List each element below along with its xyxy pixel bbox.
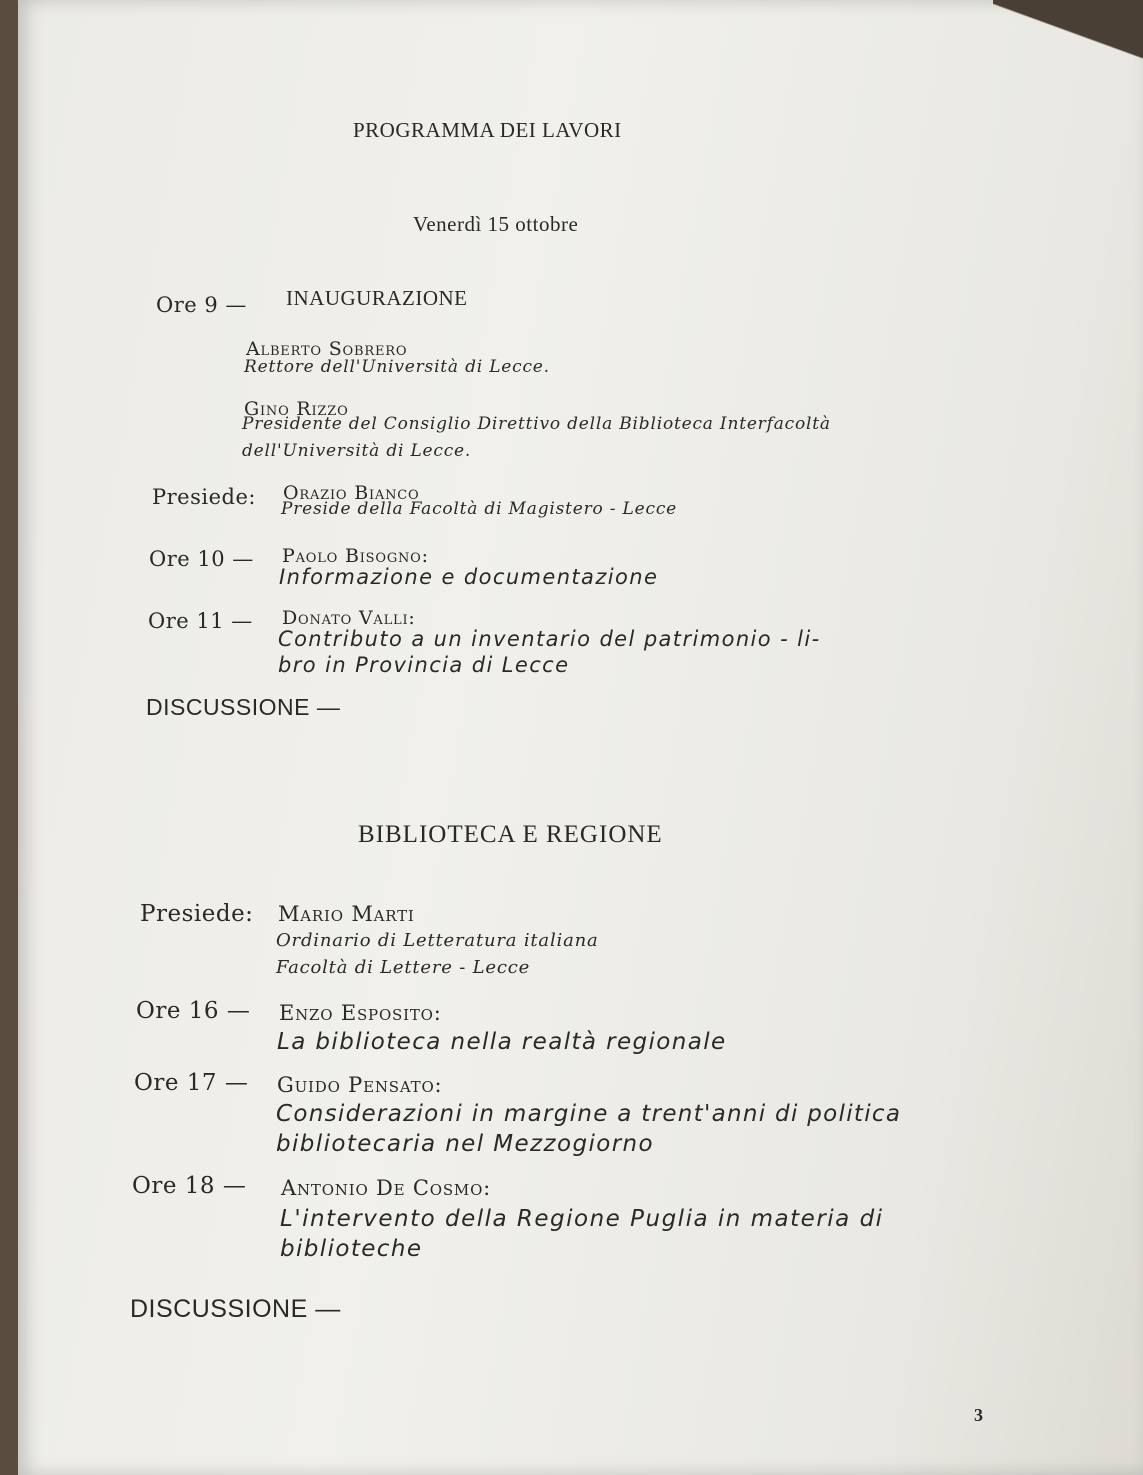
talk-title: biblioteche [280, 1236, 423, 1262]
talk-title: Considerazioni in margine a trent'anni di politica [276, 1101, 902, 1127]
chair-label: Presiede: [140, 901, 254, 927]
speaker-role: Rettore dell'Università di Lecce. [244, 357, 550, 377]
chair-role: Ordinario di Letteratura italiana [276, 930, 599, 951]
time-label: Ore 9 — [156, 293, 247, 317]
speaker-role: Presidente del Consiglio Direttivo della Biblioteca Interfacoltà [242, 414, 831, 434]
time-label: Ore 18 — [132, 1173, 247, 1199]
program-title: PROGRAMMA DEI LAVORI [353, 118, 622, 142]
chair-label: Presiede: [152, 485, 256, 509]
chair-role: Preside della Facoltà di Magistero - Lecce [281, 499, 677, 519]
chair-name: Orazio Bianco [283, 482, 420, 504]
talk-title: L'intervento della Regione Puglia in materia di [280, 1206, 884, 1232]
time-label: Ore 16 — [136, 998, 251, 1024]
talk-title: bro in Provincia di Lecce [278, 653, 570, 677]
day-heading: Venerdì 15 ottobre [413, 212, 579, 236]
chair-role: Facoltà di Lettere - Lecce [276, 957, 531, 978]
discussion-label: DISCUSSIONE — [130, 1295, 341, 1323]
document-page [18, 0, 1143, 1475]
page-corner-shadow [993, 0, 1143, 110]
page-number: 3 [974, 1405, 983, 1425]
speaker-name: Gino Rizzo [244, 398, 349, 420]
time-label: Ore 17 — [134, 1070, 249, 1096]
discussion-label: DISCUSSIONE — [146, 694, 341, 720]
talk-title: bibliotecaria nel Mezzogiorno [276, 1131, 655, 1157]
time-label: Ore 10 — [149, 547, 254, 571]
speaker-name: Enzo Esposito: [279, 1001, 442, 1025]
talk-title: Informazione e documentazione [279, 565, 659, 589]
inauguration-label: INAUGURAZIONE [286, 286, 468, 310]
talk-title: Contributo a un inventario del patrimonio - li- [278, 627, 821, 651]
section-title: BIBLIOTECA E REGIONE [358, 821, 663, 848]
speaker-name: Paolo Bisogno: [282, 545, 429, 567]
speaker-name: Donato Valli: [282, 607, 416, 629]
talk-title: La biblioteca nella realtà regionale [277, 1029, 727, 1055]
speaker-name: Alberto Sobrero [246, 338, 408, 360]
speaker-name: Antonio De Cosmo: [281, 1176, 492, 1200]
speaker-name: Guido Pensato: [277, 1073, 443, 1097]
chair-name: Mario Marti [278, 902, 415, 926]
time-label: Ore 11 — [148, 609, 253, 633]
speaker-role: dell'Università di Lecce. [242, 441, 472, 461]
